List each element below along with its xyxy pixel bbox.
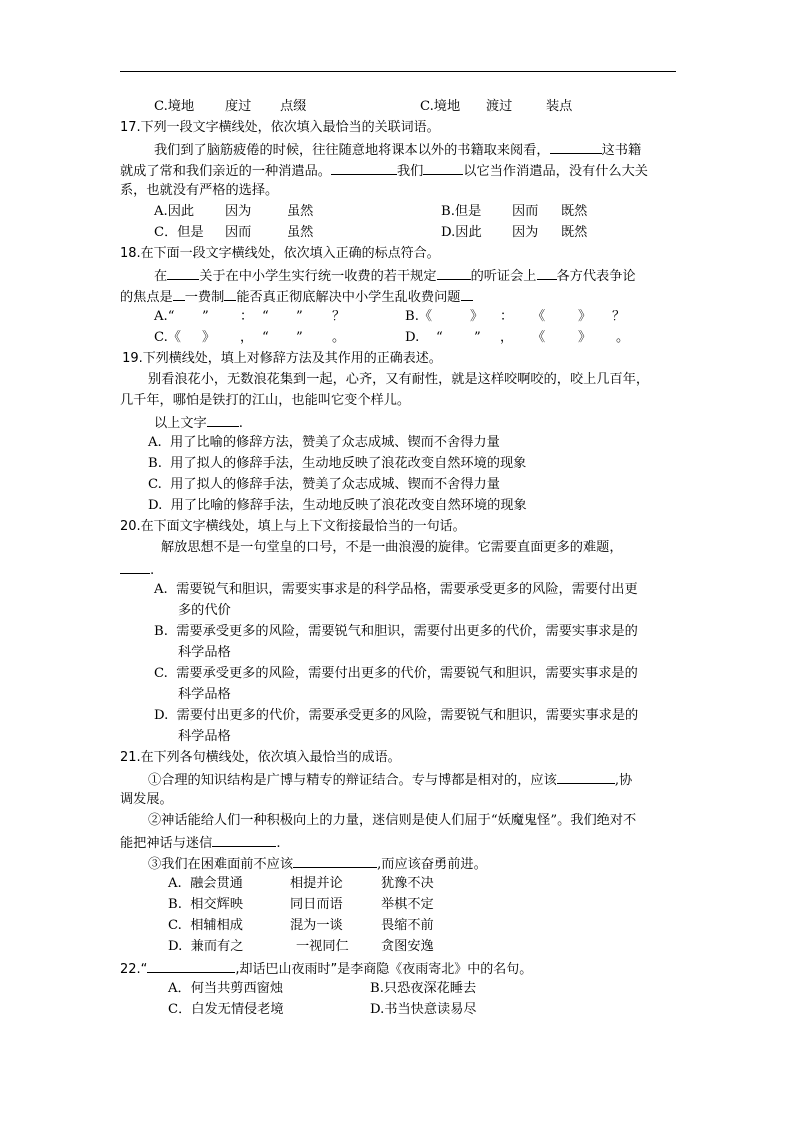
q21-option-c-1: C. 相辅相成 — [168, 918, 243, 933]
q20-passage-line-2: . — [120, 559, 154, 581]
q21-option-d-1: D. 兼而有之 — [168, 939, 244, 954]
q17-option-a-2: 因为 — [225, 204, 252, 219]
q18-passage-line-2: 的焦点是 一费制 能否真正彻底解决中小学生乱收费问题 — [120, 286, 473, 308]
q16-option-c-2: 度过 — [225, 99, 252, 114]
q18-option-a-2: ” — [202, 309, 209, 324]
q17-option-b-3: 既然 — [561, 204, 588, 219]
q21-option-d-2: 一视同仁 — [296, 939, 349, 954]
q19-option-d: D. 用了比喻的修辞手法，生动地反映了浪花改变自然环境的现象 — [148, 498, 527, 513]
q21-option-a-2: 相提并论 — [290, 876, 343, 891]
q20-option-a-line-1: A. 需要锐气和胆识，需要实事求是的科学品格，需要承受更多的风险，需要付出更 — [154, 582, 638, 597]
q18-option-d-2: “ — [436, 330, 443, 345]
q19-passage-line-2: 几千年，哪怕是铁打的江山，也能叫它变个样儿。 — [120, 393, 411, 408]
q17-option-d-1: D.因此 — [441, 225, 482, 240]
q18-option-a-4: “ — [262, 309, 269, 324]
q20-option-d-line-2: 科学品格 — [178, 729, 231, 744]
q18-option-c-6: 。 — [332, 330, 346, 345]
q21-sentence-1-line-2: 调发展。 — [120, 792, 173, 807]
q17-option-b-1: B.但是 — [441, 204, 482, 219]
q22-title: 22.“ ,却话巴山夜雨时”是李商隐《夜雨寄北》中的名句。 — [120, 958, 532, 980]
q16-option-d-1: C.境地 — [420, 99, 461, 114]
q18-title: 18.在下面一段文字横线处，依次填入正确的标点符合。 — [120, 246, 440, 261]
q16-option-d-2: 渡过 — [486, 99, 513, 114]
q17-passage-line-1: 我们到了脑筋疲倦的时候，往往随意地将课本以外的书籍取来阅看， 这书籍 — [154, 139, 641, 161]
q19-passage-line-1: 别看浪花小，无数浪花集到一起，心齐，又有耐性，就是这样咬啊咬的，咬上几百年， — [148, 372, 650, 387]
q20-option-b-line-1: B. 需要承受更多的风险，需要锐气和胆识，需要付出更多的代价，需要实事求是的 — [154, 624, 638, 639]
q21-option-b-2: 同日而语 — [290, 897, 343, 912]
q20-title: 20.在下面文字横线处，填上与上下文衔接最恰当的一句话。 — [120, 519, 466, 534]
q21-sentence-3: ③我们在困难面前不应该 ,而应该奋勇前进。 — [148, 853, 487, 875]
q21-option-a-3: 犹豫不决 — [381, 876, 434, 891]
q21-option-c-2: 混为一谈 — [290, 918, 343, 933]
q18-option-d-4: ， — [500, 330, 514, 345]
q21-sentence-2-line-2: 能把神话与迷信 . — [120, 832, 281, 854]
q18-option-c-4: “ — [262, 330, 269, 345]
q19-option-b: B. 用了拟人的修辞手法，生动地反映了浪花改变自然环境的现象 — [148, 456, 527, 471]
q18-option-b-6: ？ — [612, 309, 626, 324]
header-rule — [120, 71, 676, 72]
q18-option-c-2: 》 — [202, 330, 216, 345]
q18-option-d-1: D. — [405, 330, 420, 345]
q18-option-a-3: ： — [240, 309, 254, 324]
q18-option-b-5: 》 — [578, 309, 592, 324]
q18-option-b-4: 《 — [532, 309, 546, 324]
q21-title: 21.在下列各句横线处，依次填入最恰当的成语。 — [120, 750, 401, 765]
q17-option-c-1: C．但是 — [154, 225, 204, 240]
q20-option-a-line-2: 多的代价 — [178, 603, 231, 618]
q21-option-b-1: B. 相交辉映 — [168, 897, 244, 912]
q19-title: 19.下列横线处，填上对修辞方法及其作用的正确表述。 — [118, 351, 442, 366]
q18-option-b-1: B.《 — [405, 309, 433, 324]
q20-option-c-line-1: C. 需要承受更多的风险，需要付出更多的代价，需要锐气和胆识，需要实事求是的 — [154, 666, 638, 681]
q17-option-c-2: 因而 — [225, 225, 252, 240]
q19-option-a: A. 用了比喻的修辞方法，赞美了众志成城、锲而不舍得力量 — [148, 435, 500, 450]
q20-option-d-line-1: D. 需要付出更多的代价，需要承受更多的风险，需要锐气和胆识，需要实事求是的 — [154, 708, 639, 723]
q21-sentence-1-line-1: ①合理的知识结构是广博与精专的辩证结合。专与博都是相对的，应该 ,协 — [148, 769, 632, 791]
q17-option-d-3: 既然 — [561, 225, 588, 240]
q18-option-b-3: ： — [500, 309, 514, 324]
q18-option-a-6: ？ — [332, 309, 346, 324]
q17-option-c-3: 虽然 — [287, 225, 314, 240]
q22-option-c: C．白发无情侵老境 — [168, 1002, 284, 1017]
q19-passage-line-3: 以上文字 . — [154, 412, 243, 434]
q17-passage-line-2: 就成了常和我们亲近的一种消遣品。 我们 以它当作消遣品，没有什么大关 — [120, 160, 648, 182]
q22-option-d: D.书当快意读易尽 — [370, 1002, 477, 1017]
q17-title: 17.下列一段文字横线处，依次填入最恰当的关联词语。 — [120, 120, 440, 135]
q18-option-d-3: ” — [474, 330, 481, 345]
q18-option-a-5: ” — [296, 309, 303, 324]
q20-passage-line-1: 解放思想不是一句堂皇的口号，不是一曲浪漫的旋律。它需要直面更多的难题， — [161, 540, 623, 555]
q17-option-a-3: 虽然 — [287, 204, 314, 219]
q21-option-a-1: A. 融会贯通 — [168, 876, 243, 891]
q18-option-b-2: 》 — [470, 309, 484, 324]
q17-option-b-2: 因而 — [512, 204, 539, 219]
q22-option-b: B.只恐夜深花睡去 — [370, 981, 477, 996]
q18-option-c-3: ， — [240, 330, 254, 345]
q20-option-c-line-2: 科学品格 — [178, 687, 231, 702]
q17-option-a-1: A.因此 — [154, 204, 195, 219]
q21-option-c-3: 畏缩不前 — [381, 918, 434, 933]
q18-option-d-7: 。 — [616, 330, 630, 345]
q18-option-d-5: 《 — [532, 330, 546, 345]
q18-option-a-1: A.“ — [154, 309, 175, 324]
q16-option-c-1: C.境地 — [154, 99, 195, 114]
q18-option-c-5: ” — [296, 330, 303, 345]
q21-sentence-2-line-1: ②神话能给人们一种积极向上的力量，迷信则是使人们屈于“妖魔鬼怪”。我们绝对不 — [148, 813, 637, 828]
q19-option-c: C. 用了拟人的修辞手法，赞美了众志成城、锲而不舍得力量 — [148, 477, 500, 492]
q17-passage-line-3: 系，也就没有严格的选择。 — [120, 183, 279, 198]
q16-option-d-3: 装点 — [546, 99, 573, 114]
q22-option-a: A．何当共剪西窗烛 — [168, 981, 284, 996]
q18-option-d-6: 》 — [578, 330, 592, 345]
q18-option-c-1: C.《 — [154, 330, 181, 345]
q16-option-c-3: 点缀 — [280, 99, 307, 114]
q21-option-b-3: 举棋不定 — [381, 897, 434, 912]
q21-option-d-3: 贪图安逸 — [381, 939, 434, 954]
q17-option-d-2: 因为 — [512, 225, 539, 240]
q18-passage-line-1: 在 关于在中小学生实行统一收费的若干规定 的听证会上 各方代表争论 — [154, 265, 636, 287]
q20-option-b-line-2: 科学品格 — [178, 645, 231, 660]
